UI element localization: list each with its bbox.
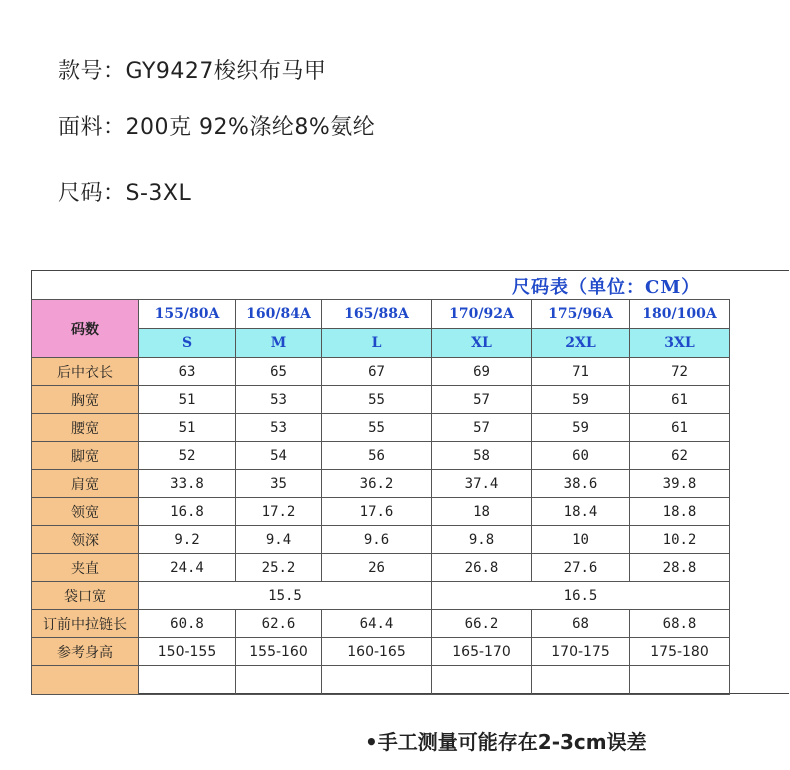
style-number: 款号：GY9427梭织布马甲 [58, 59, 327, 84]
table-row [32, 442, 730, 470]
value-cell: 67 [322, 358, 432, 386]
size-chart-title: 尺码表（单位：CM） [512, 277, 701, 298]
row-label: 后中衣长 [32, 358, 139, 386]
value-cell: 25.2 [236, 554, 322, 582]
value-cell: 9.8 [432, 526, 532, 554]
value-cell: 175-180 [630, 638, 730, 666]
value-cell: 27.6 [532, 554, 630, 582]
value-cell: 24.4 [139, 554, 236, 582]
table-row [32, 386, 730, 414]
value-cell: 165-170 [432, 638, 532, 666]
value-cell: 72 [630, 358, 730, 386]
value-cell: 9.2 [139, 526, 236, 554]
value-cell: 53 [236, 414, 322, 442]
height-cell: 180/100A [630, 300, 730, 329]
row-label: 订前中拉链长 [32, 610, 139, 638]
value-cell: 54 [236, 442, 322, 470]
height-row [32, 300, 730, 329]
value-cell: 26 [322, 554, 432, 582]
zip-row [32, 610, 730, 638]
value-cell: 51 [139, 414, 236, 442]
value-cell: 33.8 [139, 470, 236, 498]
value-cell: 57 [432, 386, 532, 414]
empty-cell [432, 666, 532, 695]
reference-height-row [32, 638, 730, 666]
value-cell: 39.8 [630, 470, 730, 498]
value-cell: 66.2 [432, 610, 532, 638]
empty-cell [236, 666, 322, 695]
value-cell: 26.8 [432, 554, 532, 582]
value-cell: 64.4 [322, 610, 432, 638]
table-row [32, 498, 730, 526]
value-cell: 170-175 [532, 638, 630, 666]
value-cell: 59 [532, 386, 630, 414]
row-label: 领深 [32, 526, 139, 554]
value-cell: 53 [236, 386, 322, 414]
value-cell: 36.2 [322, 470, 432, 498]
height-cell: 175/96A [532, 300, 630, 329]
height-cell: 165/88A [322, 300, 432, 329]
value-cell: 10.2 [630, 526, 730, 554]
value-cell: 9.6 [322, 526, 432, 554]
value-cell: 55 [322, 414, 432, 442]
size-cell: XL [432, 329, 532, 358]
empty-cell [322, 666, 432, 695]
value-cell: 51 [139, 386, 236, 414]
value-cell: 16.8 [139, 498, 236, 526]
value-cell: 160-165 [322, 638, 432, 666]
row-label: 夹直 [32, 554, 139, 582]
row-label: 脚宽 [32, 442, 139, 470]
size-corner-cell: 码数 [32, 300, 139, 358]
height-cell: 160/84A [236, 300, 322, 329]
row-label: 胸宽 [32, 386, 139, 414]
size-chart-table [31, 299, 730, 695]
height-cell: 155/80A [139, 300, 236, 329]
value-cell: 69 [432, 358, 532, 386]
row-label: 领宽 [32, 498, 139, 526]
value-cell: 15.5 [139, 582, 432, 610]
value-cell: 38.6 [532, 470, 630, 498]
value-cell: 16.5 [432, 582, 730, 610]
value-cell: 35 [236, 470, 322, 498]
value-cell: 52 [139, 442, 236, 470]
value-cell: 61 [630, 386, 730, 414]
value-cell: 58 [432, 442, 532, 470]
value-cell: 65 [236, 358, 322, 386]
row-label: 袋口宽 [32, 582, 139, 610]
value-cell: 62 [630, 442, 730, 470]
value-cell: 57 [432, 414, 532, 442]
value-cell: 59 [532, 414, 630, 442]
fabric-info: 面料：200克 92%涤纶8%氨纶 [58, 115, 376, 140]
empty-cell [139, 666, 236, 695]
value-cell: 55 [322, 386, 432, 414]
value-cell: 56 [322, 442, 432, 470]
value-cell: 68 [532, 610, 630, 638]
value-cell: 155-160 [236, 638, 322, 666]
value-cell: 63 [139, 358, 236, 386]
empty-row [32, 666, 730, 695]
empty-cell [630, 666, 730, 695]
table-row [32, 358, 730, 386]
height-cell: 170/92A [432, 300, 532, 329]
size-cell: 3XL [630, 329, 730, 358]
value-cell: 18.4 [532, 498, 630, 526]
value-cell: 10 [532, 526, 630, 554]
size-cell: 2XL [532, 329, 630, 358]
value-cell: 18 [432, 498, 532, 526]
value-cell: 60 [532, 442, 630, 470]
value-cell: 17.6 [322, 498, 432, 526]
size-range: 尺码：S-3XL [58, 181, 192, 206]
value-cell: 28.8 [630, 554, 730, 582]
pocket-row [32, 582, 730, 610]
value-cell: 9.4 [236, 526, 322, 554]
value-cell: 150-155 [139, 638, 236, 666]
value-cell: 68.8 [630, 610, 730, 638]
table-row [32, 414, 730, 442]
row-label: 参考身高 [32, 638, 139, 666]
table-row [32, 554, 730, 582]
measurement-note: •手工测量可能存在2-3cm误差 [365, 730, 647, 754]
value-cell: 60.8 [139, 610, 236, 638]
value-cell: 18.8 [630, 498, 730, 526]
row-label [32, 666, 139, 695]
value-cell: 37.4 [432, 470, 532, 498]
row-label: 肩宽 [32, 470, 139, 498]
table-row [32, 526, 730, 554]
size-cell: M [236, 329, 322, 358]
row-label: 腰宽 [32, 414, 139, 442]
size-cell: L [322, 329, 432, 358]
value-cell: 71 [532, 358, 630, 386]
value-cell: 62.6 [236, 610, 322, 638]
empty-cell [532, 666, 630, 695]
value-cell: 17.2 [236, 498, 322, 526]
size-cell: S [139, 329, 236, 358]
value-cell: 61 [630, 414, 730, 442]
table-row [32, 470, 730, 498]
